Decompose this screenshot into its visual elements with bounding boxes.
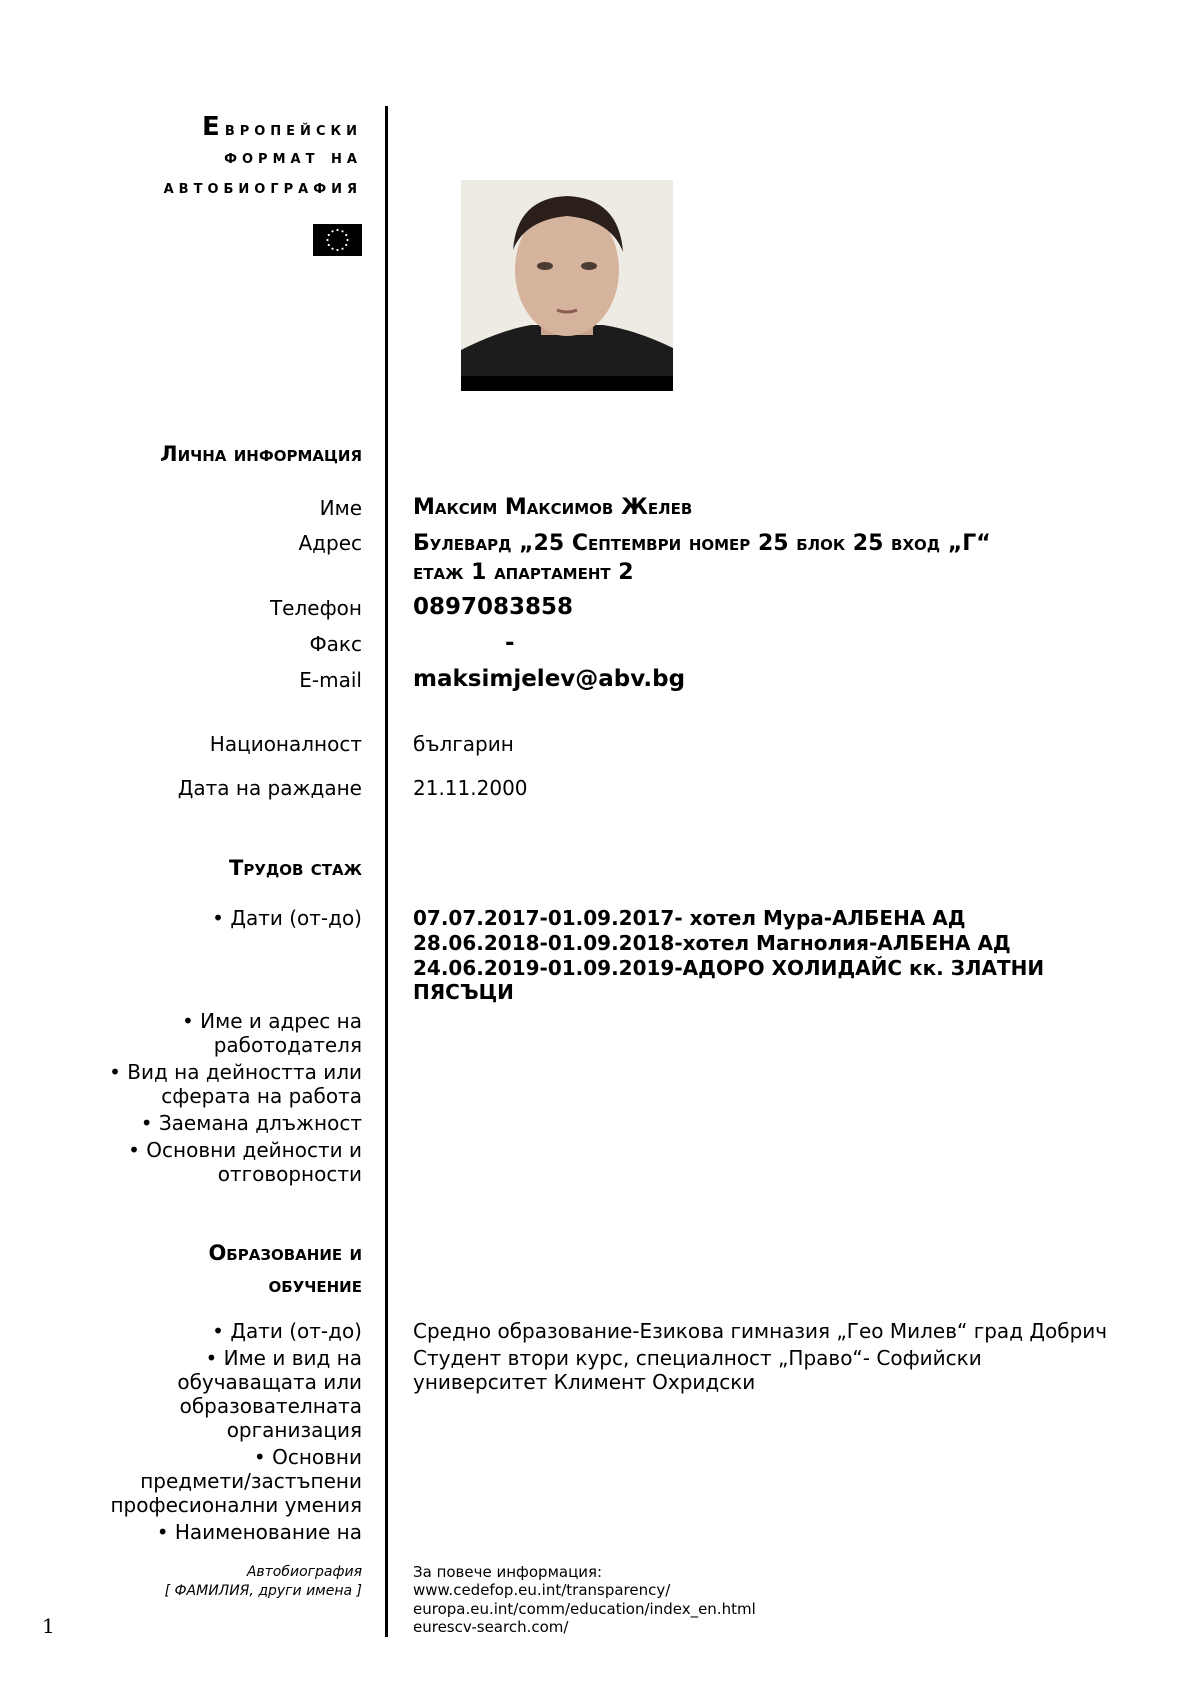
address-value-line-1: Булевард „25 Септември номер 25 блок 25 вход „Г“ [413,531,991,556]
cv-title-line-1: Европейски [202,112,362,142]
work-entry: ПЯСЪЦИ [413,980,514,1004]
eu-flag-icon [313,224,362,256]
column-divider [385,106,388,1637]
subjects-label: предмети/застъпени [140,1469,362,1493]
education-line: университет Климент Охридски [413,1370,756,1394]
birthdate-value: 21.11.2000 [413,776,528,800]
organisation-label: обучаващата или [177,1370,362,1394]
education-heading: Образование и [208,1241,362,1265]
education-dates-label: • Дати (от-до) [212,1319,362,1343]
email-label: E-mail [299,668,362,692]
education-heading: обучение [268,1273,362,1297]
work-experience-heading: Трудов стаж [229,856,362,880]
activity-label: • Вид на дейността или [109,1060,362,1084]
phone-value: 0897083858 [413,594,574,620]
subjects-label: професионални умения [110,1493,362,1517]
footer-link[interactable]: europa.eu.int/comm/education/index_en.html [413,1600,756,1618]
cv-title-line-3: автобиография [163,176,362,198]
birthdate-label: Дата на раждане [177,776,362,800]
organisation-label: образователната [179,1394,362,1418]
organisation-label: • Име и вид на [205,1346,362,1370]
work-dates-label: • Дати (от-до) [212,906,362,930]
footer-link[interactable]: eurescv-search.com/ [413,1618,569,1636]
subjects-label: • Основни [253,1445,362,1469]
nationality-label: Националност [209,732,362,756]
duties-label: отговорности [217,1162,362,1186]
duties-label: • Основни дейности и [128,1138,362,1162]
position-label: • Заемана длъжност [140,1111,362,1135]
education-line: Средно образование-Езикова гимназия „Гео Милев“ град Добрич [413,1319,1108,1343]
employer-label: работодателя [213,1033,362,1057]
work-entry: 28.06.2018-01.09.2018-хотел Магнолия-АЛБЕНА АД [413,931,1011,955]
footer-name-placeholder: [ ФАМИЛИЯ, други имена ] [164,1583,362,1599]
employer-label: • Име и адрес на [182,1009,362,1033]
fax-value: - [505,630,515,656]
footer-cv-label: Автобиография [246,1564,362,1580]
nationality-value: българин [413,732,514,756]
profile-photo [461,180,673,391]
address-label: Адрес [298,531,362,555]
name-value: Максим Максимов Желев [413,495,693,520]
qualification-label: • Наименование на [156,1520,362,1544]
work-entry: 24.06.2019-01.09.2019-АДОРО ХОЛИДАЙС кк. ЗЛАТНИ [413,956,1045,980]
footer-link[interactable]: www.cedefop.eu.int/transparency/ [413,1581,671,1599]
phone-label: Телефон [269,596,362,620]
activity-label: сферата на работа [161,1084,362,1108]
work-entry: 07.07.2017-01.09.2017- хотел Мура-АЛБЕНА АД [413,906,966,930]
name-label: Име [319,496,362,520]
cv-title-line-2: формат на [224,146,362,168]
address-value-line-2: етаж 1 апартамент 2 [413,560,634,585]
footer-info-heading: За повече информация: [413,1563,603,1581]
fax-label: Факс [309,632,362,656]
education-line: Студент втори курс, специалност „Право“- Софийски [413,1346,982,1370]
organisation-label: организация [226,1418,362,1442]
personal-info-heading: Лична информация [160,442,362,466]
email-value: maksimjelev@abv.bg [413,666,686,692]
page-number: 1 [42,1614,55,1638]
